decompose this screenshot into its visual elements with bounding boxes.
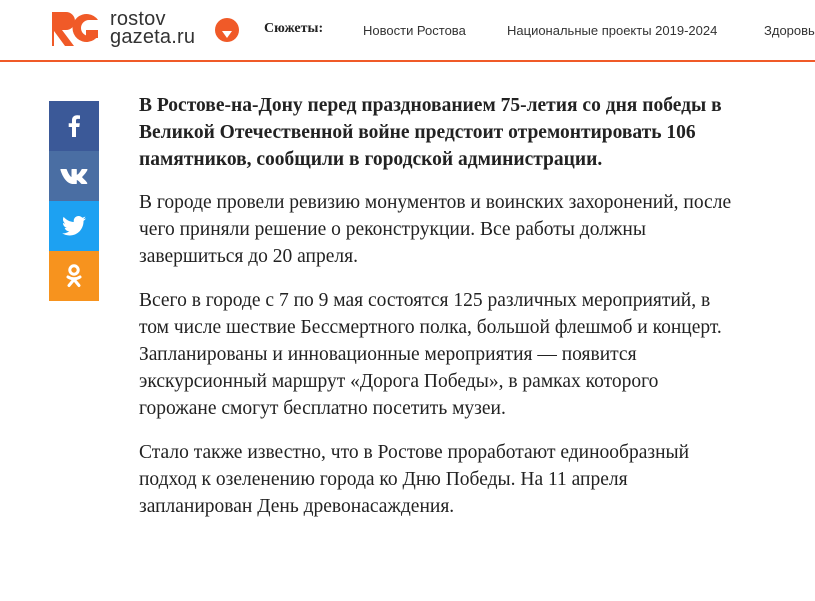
article-paragraph: В городе провели ревизию монументов и воинских захоронений, после чего приняли решение о реконструкции. Все работы должны завершиться до 20 апреля.: [139, 192, 732, 267]
nav-link-health[interactable]: Здоровь: [764, 23, 815, 38]
sections-dropdown-button[interactable]: [215, 18, 239, 42]
logo-line2: gazeta.ru: [110, 26, 196, 48]
topics-label: Сюжеты:: [264, 21, 324, 36]
share-facebook-button[interactable]: [49, 101, 99, 151]
logo-text: [110, 10, 195, 46]
site-logo[interactable]: [48, 6, 195, 50]
article-lead: В Ростове-на-Дону перед празднованием 75-летия со дня победы в Великой Отечественной войне предстоит отремонтировать 106 памятников, сообщили в городской администрации.: [139, 95, 722, 170]
share-twitter-button[interactable]: [49, 201, 99, 251]
facebook-icon: [68, 115, 80, 137]
share-vk-button[interactable]: [49, 151, 99, 201]
chevron-down-icon: [222, 31, 232, 38]
site-header: [0, 0, 815, 62]
article-body: [139, 92, 739, 537]
nav-link-rostov-news[interactable]: Новости Ростова: [363, 23, 466, 38]
article-paragraph: Стало также известно, что в Ростове проработают единообразный подход к озеленению города ко Дню Победы. На 11 апреля запланирован День древонасаждения.: [139, 442, 690, 517]
logo-line1: rostov: [110, 8, 166, 30]
share-bar: [49, 101, 99, 301]
vk-icon: [60, 168, 88, 184]
twitter-icon: [62, 216, 86, 236]
article-paragraph: Всего в городе с 7 по 9 мая состоятся 125 различных мероприятий, в том числе шествие Бессмертного полка, большой флешмоб и концерт. Запланированы и инновационные мероприятия — появится экскурсионный маршрут «Дорога Победы», в рамках которого горожане смогут бесплатно посетить музеи.: [139, 290, 722, 419]
ok-icon: [66, 264, 82, 288]
nav-link-national-projects[interactable]: Национальные проекты 2019-2024: [507, 23, 718, 38]
share-ok-button[interactable]: [49, 251, 99, 301]
logo-icon: [48, 6, 104, 50]
